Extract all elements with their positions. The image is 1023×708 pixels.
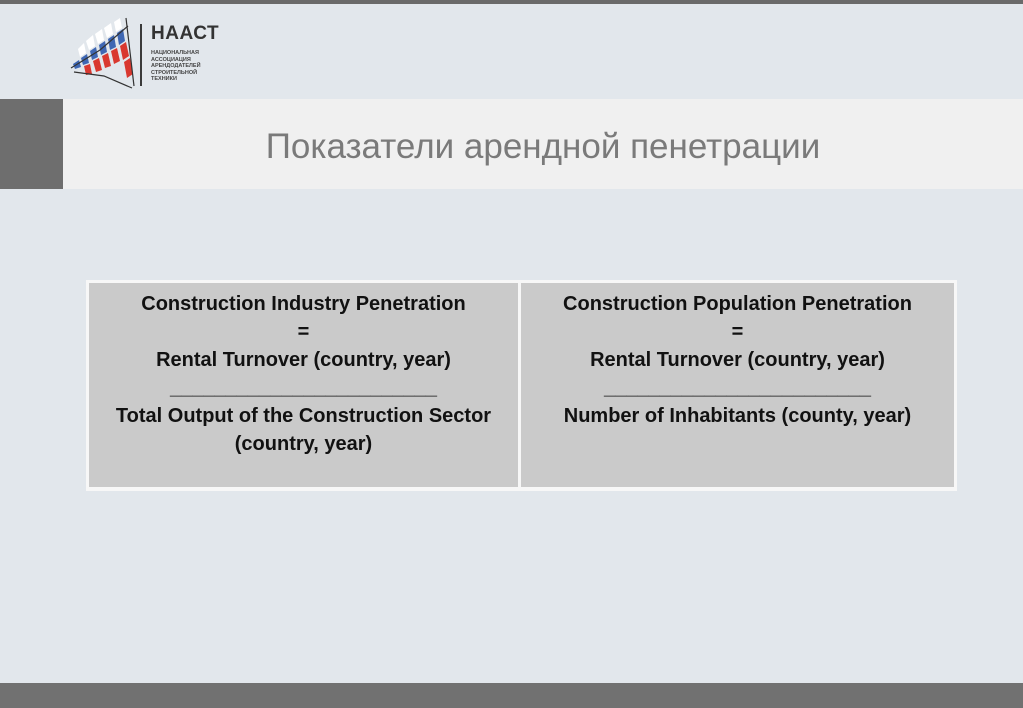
formula-equals: = — [731, 321, 744, 343]
formula-denominator: Number of Inhabitants (county, year) — [563, 405, 912, 427]
formula-numerator: Rental Turnover (country, year) — [156, 349, 451, 371]
logo — [70, 16, 240, 90]
logo-subtitle-line: ТЕХНИКИ — [151, 76, 177, 83]
formula-heading: Construction Industry Penetration — [141, 293, 466, 315]
logo-subtitle — [151, 50, 241, 83]
formula-denominator: Total Output of the Construction Sector (country, year) — [115, 405, 492, 455]
title-accent — [0, 99, 63, 189]
formula-heading: Construction Population Penetration — [563, 293, 912, 315]
formula-equals: = — [297, 321, 310, 343]
title-band — [0, 99, 1023, 189]
logo-name: НААСТ — [151, 23, 220, 44]
formula-table — [86, 280, 957, 491]
formula-cell-population — [521, 283, 954, 487]
top-rule — [0, 0, 1023, 4]
logo-subtitle-line: НАЦИОНАЛЬНАЯ — [151, 50, 199, 56]
bottom-bar — [0, 683, 1023, 708]
logo-subtitle-line: АССОЦИАЦИЯ — [151, 56, 191, 63]
formula-fraction-bar: ________________________ — [604, 377, 871, 399]
logo-divider — [140, 24, 142, 86]
formula-numerator: Rental Turnover (country, year) — [590, 349, 885, 371]
formula-cell-industry — [89, 283, 518, 487]
logo-subtitle-line: АРЕНДОДАТЕЛЕЙ — [151, 63, 201, 70]
logo-mark-icon — [70, 16, 140, 90]
slide-title: Показатели арендной пенетрации — [265, 127, 821, 166]
logo-subtitle-line: СТРОИТЕЛЬНОЙ — [151, 69, 198, 76]
formula-fraction-bar: ________________________ — [170, 377, 437, 399]
